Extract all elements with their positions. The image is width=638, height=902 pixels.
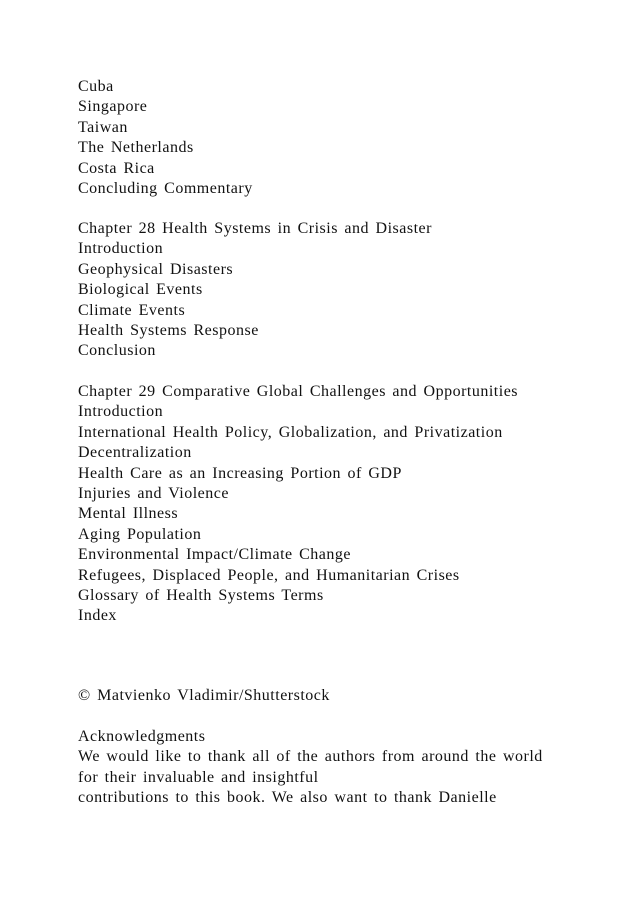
chapter-28-title: Chapter 28 Health Systems in Crisis and Disaster	[78, 220, 432, 237]
toc-entry: Cuba	[78, 78, 114, 95]
toc-entry: Taiwan	[78, 118, 128, 136]
toc-entry: Injuries and Violence	[78, 484, 229, 502]
toc-entry: Decentralization	[78, 444, 192, 462]
toc-entry: Costa Rica	[78, 159, 155, 177]
toc-entry: Health Systems Response	[78, 321, 259, 339]
acknowledgments-text-line: contributions to this book. We also want to thank Danielle	[78, 789, 497, 807]
toc-entry: Health Care as an Increasing Portion of GDP	[78, 464, 402, 482]
toc-entry: Refugees, Displaced People, and Humanitarian Crises	[78, 566, 460, 584]
toc-entry: Environmental Impact/Climate Change	[78, 546, 351, 564]
chapter-29-title: Chapter 29 Comparative Global Challenges and Opportunities	[78, 383, 519, 400]
chapter-29-list	[78, 382, 518, 627]
image-credit	[78, 686, 330, 706]
toc-entry: Index	[78, 607, 117, 625]
image-credit-text: © Matvienko Vladimir/Shutterstock	[78, 687, 330, 704]
toc-entry: Climate Events	[78, 301, 186, 319]
toc-entry: Singapore	[78, 98, 148, 116]
acknowledgments-section	[78, 727, 543, 809]
toc-entry: The Netherlands	[78, 139, 194, 157]
toc-entry: Conclusion	[78, 342, 156, 360]
acknowledgments-text-line: We would like to thank all of the authors from around the world	[78, 748, 543, 766]
toc-entry: Glossary of Health Systems Terms	[78, 586, 324, 604]
toc-entry: Aging Population	[78, 525, 202, 543]
acknowledgments-text-line: for their invaluable and insightful	[78, 768, 319, 786]
toc-continued-list	[78, 77, 253, 199]
toc-entry: Mental Illness	[78, 505, 179, 523]
toc-entry: Introduction	[78, 240, 164, 258]
toc-entry: Geophysical Disasters	[78, 260, 234, 278]
toc-entry: Concluding Commentary	[78, 179, 253, 197]
chapter-28-list	[78, 219, 432, 362]
toc-entry: Biological Events	[78, 281, 203, 299]
acknowledgments-heading: Acknowledgments	[78, 728, 206, 745]
toc-entry: Introduction	[78, 403, 164, 421]
toc-entry: International Health Policy, Globalization, and Privatization	[78, 423, 503, 441]
